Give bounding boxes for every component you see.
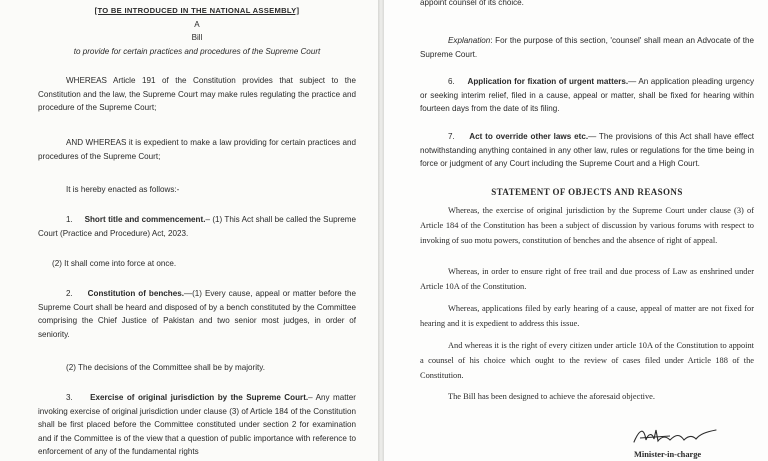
bill-purpose: to provide for certain practices and procedures of the Supreme Court: [73, 47, 321, 56]
minister-in-charge: Minister-in-charge: [634, 450, 702, 459]
section-2-number: 2.: [66, 289, 73, 298]
statement-of-objects-title: STATEMENT OF OBJECTS AND REASONS: [491, 187, 683, 197]
explanation: [420, 34, 754, 61]
article-a: A: [194, 20, 200, 29]
section-7-heading: Act to override other laws etc.: [469, 132, 589, 141]
sor-paragraph-4: And whereas it is the right of every citizen under article 10A of the Constitution to appoint a counsel of his choice which ought to the review of cases filed under Article 188 of the Constitution.: [420, 341, 754, 380]
section-7-number: 7.: [448, 132, 455, 141]
section-2-2: (2) The decisions of the Committee shall be by majority.: [66, 363, 265, 372]
section-2-text: —(1) Every cause, appeal or matter before the Supreme Court shall be heard and disposed of by a bench constituted by the Committee comprising the Chief Justice of Pakistan and two senior most judges, in order of seniority.: [38, 289, 357, 339]
sor-paragraph-2: Whereas, in order to ensure right of free trail and due process of Law as enshrined under Article 10A of the Constitution.: [420, 267, 754, 291]
section-7-text: — The provisions of this Act shall have effect notwithstanding anything contained in any other law, rules or regulations for the time being in force or judgment of any Court including the Supreme Court and a High Court.: [420, 132, 755, 168]
section-1-text: – (1) This Act shall be called the Supreme Court (Practice and Procedure) Act, 2023.: [38, 215, 357, 238]
section-6-text: — An application pleading urgency or seeking interim relief, filed in a cause, appeal or matter, shall be fixed for hearing within fourteen days from the date of its filing.: [420, 77, 754, 113]
section-1: [38, 213, 356, 240]
whereas-1: WHEREAS Article 191 of the Constitution provides that subject to the Constitution and the law, the Supreme Court may make rules regulating the practice and procedure of the Supreme Court;: [38, 76, 356, 112]
explanation-text: : For the purpose of this section, 'counsel' shall mean an Advocate of the Supreme Court.: [420, 36, 754, 59]
section-1-2: (2) It shall come into force at once.: [52, 259, 177, 268]
sor-paragraph-5: The Bill has been designed to achieve the aforesaid objective.: [448, 392, 655, 401]
section-3-heading: Exercise of original jurisdiction by the Supreme Court.: [90, 393, 309, 402]
whereas-2: AND WHEREAS it is expedient to make a law providing for certain practices and procedures of the Supreme Court;: [38, 138, 356, 161]
right-page: [384, 0, 768, 461]
counsel-continuation: appoint counsel of its choice.: [420, 0, 524, 7]
bill-label: Bill: [191, 33, 203, 42]
enacted-clause: It is hereby enacted as follows:-: [66, 185, 180, 194]
section-1-number: 1.: [66, 215, 73, 224]
section-2-heading: Constitution of benches.: [87, 289, 184, 298]
section-3-number: 3.: [66, 393, 73, 402]
assembly-header: [TO BE INTRODUCED IN THE NATIONAL ASSEMBLY]: [94, 6, 300, 15]
section-6-heading: Application for fixation of urgent matters.: [467, 77, 629, 86]
left-page: [0, 0, 378, 461]
section-3: [38, 391, 356, 459]
sor-paragraph-3: Whereas, applications filed by early hearing of a cause, appeal of matter are not fixed for hearing and it is expedient to address this issue.: [420, 304, 754, 328]
section-3-text: – Any matter invoking exercise of original jurisdiction under clause (3) of Article 184 of the Constitution shall be first placed before the Committee constituted under section 2 for examination and if the Committee is of the view that a question of public importance with reference to enforcement of any of the fundamental rights: [38, 393, 356, 456]
sor-paragraph-1: Whereas, the exercise of original jurisdiction by the Supreme Court under clause (3) of Article 184 of the Constitution has been a subject of discussion by various forums with respect to invoking of suo motu powers, constitution of benches and the absence of right of appeal.: [420, 206, 754, 245]
section-7: [420, 130, 754, 171]
section-6-number: 6.: [448, 77, 455, 86]
section-1-heading: Short title and commencement.: [84, 215, 206, 224]
minister-signature: [630, 424, 720, 448]
section-2: [38, 287, 356, 341]
section-6: [420, 75, 754, 116]
explanation-label: Explanation: [448, 36, 491, 45]
